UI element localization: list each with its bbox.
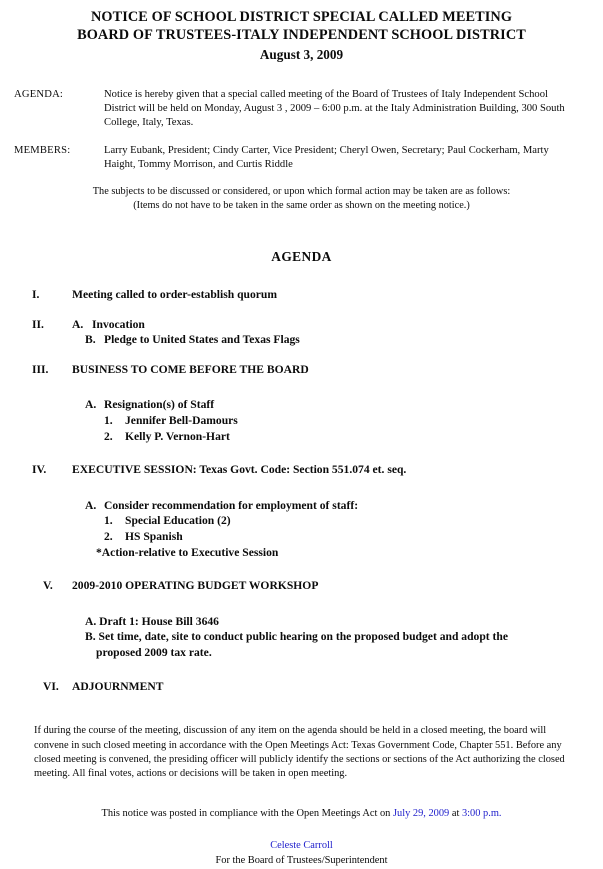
agenda-item-ii-numeral: II.	[32, 317, 44, 331]
agenda-item-iv-a-text: Consider recommendation for employment of staff:	[104, 498, 359, 512]
spacer	[0, 661, 603, 679]
agenda-item-ii-a-letter: A.	[72, 317, 84, 331]
agenda-field-row	[14, 88, 567, 131]
spacer	[0, 594, 603, 614]
agenda-item-v-sub-b	[0, 629, 603, 660]
agenda-item-vi	[0, 679, 603, 695]
agenda-item-iii-sub-2-number: 2.	[104, 429, 113, 443]
document-header	[0, 0, 603, 64]
agenda-item-iii-numeral: III.	[32, 362, 49, 376]
spacer	[0, 444, 603, 462]
agenda-item-iii-sub-2-text: Kelly P. Vernon-Hart	[125, 429, 230, 443]
spacer	[0, 303, 603, 317]
posting-date: July 29, 2009	[392, 807, 450, 819]
subjects-note	[0, 185, 603, 213]
agenda-item-vi-text: ADJOURNMENT	[72, 679, 164, 693]
subjects-note-line-1: The subjects to be discussed or considered, or upon which formal action may be taken are as follows:	[92, 186, 511, 198]
agenda-item-iv-sub-2-number: 2.	[104, 529, 113, 543]
agenda-item-iii-sub-1	[0, 413, 603, 429]
agenda-item-iii-sub-a	[0, 397, 603, 413]
signer-title: For the Board of Trustees/Superintendent	[215, 854, 388, 866]
agenda-field-value: Notice is hereby given that a special called meeting of the Board of Trustees of Italy Independent School District will be held on Monday, August 3 , 2009 – 6:00 p.m. at the Italy Administration Building, 300 South College, Italy, Texas.	[104, 89, 565, 129]
agenda-item-iv-numeral: IV.	[32, 463, 47, 477]
posting-statement	[0, 807, 603, 822]
agenda-item-vi-numeral: VI.	[43, 679, 59, 693]
signature-block	[0, 839, 603, 868]
agenda-item-i	[0, 287, 603, 303]
notice-field-block	[0, 88, 603, 172]
members-field-value: Larry Eubank, President; Cindy Carter, Vice President; Cheryl Owen, Secretary; Paul Cockerham, Marty Haight, Tommy Morrison, and Curtis Riddle	[104, 144, 549, 170]
agenda-item-iv	[0, 462, 603, 478]
spacer	[0, 478, 603, 498]
agenda-item-iv-sub-1-text: Special Education (2)	[125, 514, 231, 528]
members-field-label: MEMBERS:	[14, 144, 71, 156]
agenda-item-iv-sub-1-number: 1.	[104, 514, 113, 528]
posting-statement-prefix: This notice was posted in compliance with the Open Meetings Act on	[101, 807, 393, 819]
agenda-item-v-sub-a: A. Draft 1: House Bill 3646	[85, 614, 219, 628]
agenda-item-v-sub-b-continued: proposed 2009 tax rate.	[96, 645, 212, 659]
subjects-note-line-2: (Items do not have to be taken in the same order as shown on the meeting notice.)	[133, 200, 470, 212]
posting-time: 3:00 p.m.	[461, 807, 502, 819]
spacer	[0, 348, 603, 362]
posting-statement-middle: at	[449, 807, 462, 819]
agenda-item-v-sub-b-text: B. Set time, date, site to conduct public hearing on the proposed budget and adopt the	[85, 630, 508, 644]
agenda-item-ii-sub-b	[0, 332, 603, 348]
spacer	[0, 377, 603, 397]
agenda-item-v-numeral: V.	[43, 579, 53, 593]
agenda-item-iii-a-letter: A.	[85, 398, 97, 412]
agenda-item-iv-sub-2	[0, 529, 603, 545]
agenda-item-ii-sub-a	[72, 317, 603, 333]
notice-title-line-1: NOTICE OF SCHOOL DISTRICT SPECIAL CALLED MEETING	[90, 9, 513, 25]
agenda-field-label: AGENDA:	[14, 89, 64, 100]
agenda-item-iv-text: EXECUTIVE SESSION: Texas Govt. Code: Section 551.074 et. seq.	[72, 463, 407, 477]
members-field-row	[14, 144, 567, 172]
agenda-item-iii-text: BUSINESS TO COME BEFORE THE BOARD	[72, 362, 309, 376]
agenda-item-iii-sub-2	[0, 429, 603, 445]
agenda-item-iv-sub-a	[0, 498, 603, 514]
agenda-item-iv-sub-1	[0, 513, 603, 529]
agenda-item-ii-b-letter: B.	[85, 333, 96, 347]
meeting-date: August 3, 2009	[259, 47, 344, 62]
agenda-item-iii-sub-1-text: Jennifer Bell-Damours	[125, 413, 238, 427]
agenda-heading: AGENDA	[271, 249, 332, 265]
agenda-item-list	[0, 287, 603, 694]
agenda-item-i-text: Meeting called to order-establish quorum	[72, 288, 278, 302]
closed-meeting-legal-notice: If during the course of the meeting, discussion of any item on the agenda should be held in a closed meeting, the board will convene in such closed meeting in accordance with the Open Meetings Act: Texas Government Code, Chapter 551. Before any closed meeting is convened, the presiding officer will publicly identify the sections or sections of the Act authorizing the closed meeting. All final votes, actions or decisions will be taken in open meeting.	[34, 725, 565, 780]
agenda-item-v	[0, 578, 603, 594]
agenda-item-iv-sub-2-text: HS Spanish	[125, 529, 183, 543]
agenda-item-iii	[0, 362, 603, 378]
notice-title-line-2: BOARD OF TRUSTEES-ITALY INDEPENDENT SCHOOL DISTRICT	[77, 27, 526, 43]
agenda-item-iv-action-note: *Action-relative to Executive Session	[96, 545, 279, 559]
signer-name: Celeste Carroll	[270, 840, 333, 852]
agenda-item-iii-a-text: Resignation(s) of Staff	[104, 398, 215, 412]
spacer	[0, 560, 603, 578]
agenda-item-ii-a-text: Invocation	[91, 317, 145, 331]
agenda-item-iv-a-letter: A.	[85, 498, 97, 512]
agenda-item-ii	[0, 317, 603, 333]
agenda-item-v-text: 2009-2010 OPERATING BUDGET WORKSHOP	[72, 579, 319, 593]
agenda-item-ii-b-text: Pledge to United States and Texas Flags	[104, 333, 300, 347]
agenda-item-i-numeral: I.	[32, 288, 40, 302]
agenda-item-iii-sub-1-number: 1.	[104, 413, 113, 427]
